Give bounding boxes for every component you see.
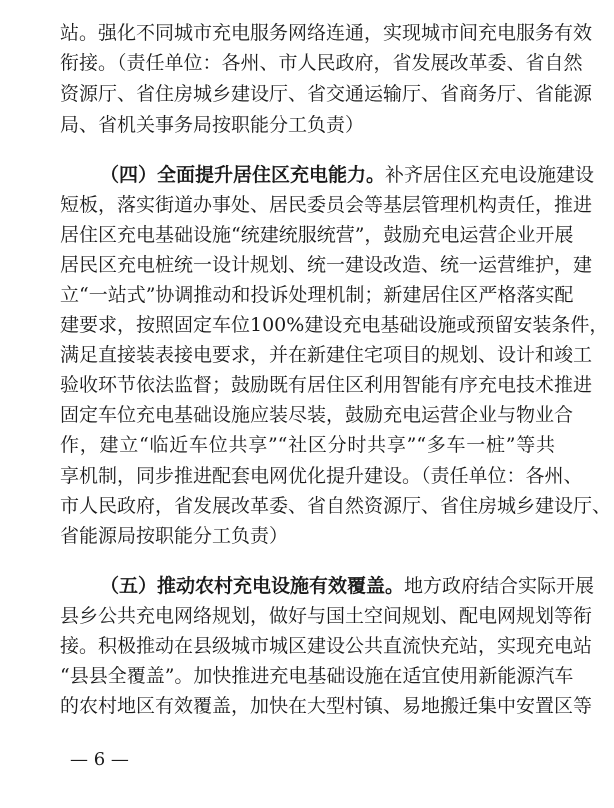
section-heading-line: （四）全面提升居住区充电能力。补齐居住区充电设施建设 <box>100 164 595 186</box>
text-line: 居住区充电基础设施“统建统服统营”，鼓励充电运营企业开展 <box>60 224 574 246</box>
page-number: — 6 — <box>70 749 129 770</box>
section-heading-line: （五）推动农村充电设施有效覆盖。地方政府结合实际开展 <box>100 575 595 597</box>
text-line: 作，建立“临近车位共享”“社区分时共享”“多车一桩”等共 <box>60 434 555 456</box>
text-line: 接。积极推动在县级城市城区建设公共直流快充站，实现充电站 <box>60 635 593 657</box>
text-line: 市人民政府，省发展改革委、省自然资源厅、省住房城乡建设厅、 <box>60 495 612 517</box>
text-line: 验收环节依法监督；鼓励既有居住区利用智能有序充电技术推进 <box>60 374 593 396</box>
text-line: 满足直接装表接电要求，并在新建住宅项目的规划、设计和竣工 <box>60 344 593 366</box>
text-line: 资源厅、省住房城乡建设厅、省交通运输厅、省商务厅、省能源 <box>60 83 593 105</box>
text-line: 固定车位充电基础设施应装尽装，鼓励充电运营企业与物业合 <box>60 404 574 426</box>
section-heading: （四）全面提升居住区充电能力。 <box>100 164 386 186</box>
text-line: 短板，落实街道办事处、居民委员会等基层管理机构责任，推进 <box>60 194 593 216</box>
text-line: 衔接。（责任单位：各州、市人民政府，省发展改革委、省自然 <box>60 52 583 74</box>
text-line: “县县全覆盖”。加快推进充电基础设施在适宜使用新能源汽车 <box>60 665 574 687</box>
text-line: 的农村地区有效覆盖，加快在大型村镇、易地搬迁集中安置区等 <box>60 695 593 717</box>
text-line: 县乡公共充电网络规划，做好与国土空间规划、配电网规划等衔 <box>60 605 593 627</box>
section-heading: （五）推动农村充电设施有效覆盖。 <box>100 575 405 597</box>
text-line: 省能源局按职能分工负责） <box>60 525 289 547</box>
text-line: 立“一站式”协调推动和投诉处理机制；新建居住区严格落实配 <box>60 284 574 306</box>
text-line: 享机制，同步推进配套电网优化提升建设。（责任单位：各州、 <box>60 465 583 487</box>
text-line: 居民区充电桩统一设计规划、统一建设改造、统一运营维护，建 <box>60 254 593 276</box>
text-line: 站。强化不同城市充电服务网络连通，实现城市间充电服务有效 <box>60 22 593 44</box>
text-line: 建要求，按照固定车位100%建设充电基础设施或预留安装条件， <box>60 314 609 336</box>
text-line: 局、省机关事务局按职能分工负责） <box>60 114 365 136</box>
